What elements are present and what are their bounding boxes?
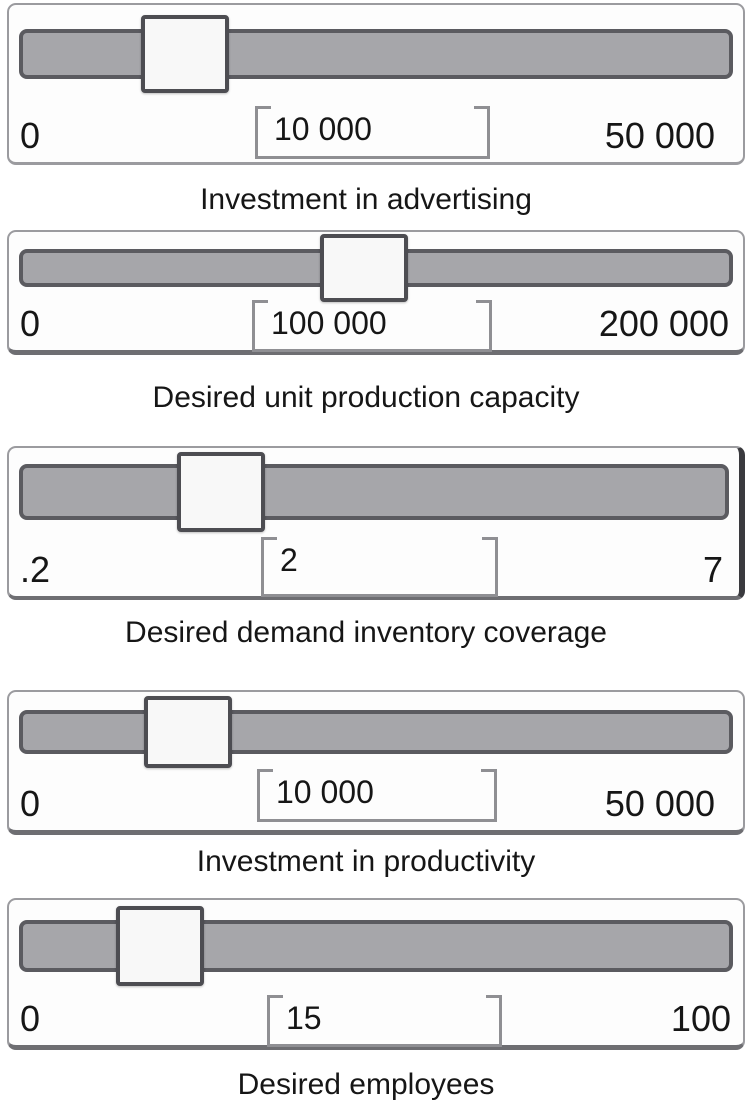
slider-value: 2 — [280, 542, 298, 578]
value-bracket — [255, 106, 490, 159]
slider-panel — [7, 446, 745, 600]
slider-thumb[interactable] — [177, 452, 265, 532]
slider-panel — [7, 690, 745, 835]
slider-thumb[interactable] — [144, 696, 232, 768]
value-bracket — [267, 995, 502, 1047]
slider-caption: Investment in advertising — [200, 183, 532, 216]
slider-caption: Desired employees — [237, 1068, 495, 1101]
slider-value: 100 000 — [271, 305, 387, 341]
value-bracket — [261, 537, 498, 597]
min-label: .2 — [20, 549, 51, 590]
slider-value: 15 — [286, 1000, 322, 1036]
slider-caption: Desired demand inventory coverage — [125, 616, 607, 649]
slider-caption: Desired unit production capacity — [152, 381, 580, 414]
slider-panel — [7, 230, 745, 355]
slider-value: 10 000 — [276, 774, 374, 810]
slider-panel — [7, 898, 745, 1050]
min-label: 0 — [20, 303, 41, 344]
max-label: 50 000 — [604, 783, 715, 824]
max-label: 7 — [702, 549, 723, 590]
slider-track[interactable] — [19, 710, 733, 754]
slider-value: 10 000 — [274, 111, 372, 147]
slider-thumb[interactable] — [320, 234, 408, 302]
min-label: 0 — [20, 998, 41, 1039]
value-bracket — [257, 769, 497, 822]
slider-caption: Investment in productivity — [196, 845, 536, 878]
slider-panel — [7, 3, 745, 165]
max-label: 100 — [670, 998, 731, 1039]
slider-track[interactable] — [19, 29, 733, 79]
max-label: 50 000 — [604, 115, 715, 156]
max-label: 200 000 — [598, 303, 729, 344]
slider-thumb[interactable] — [116, 906, 204, 986]
min-label: 0 — [20, 115, 41, 156]
value-bracket — [252, 300, 492, 352]
min-label: 0 — [20, 783, 41, 824]
slider-thumb[interactable] — [141, 15, 229, 93]
slider-track[interactable] — [19, 464, 729, 520]
